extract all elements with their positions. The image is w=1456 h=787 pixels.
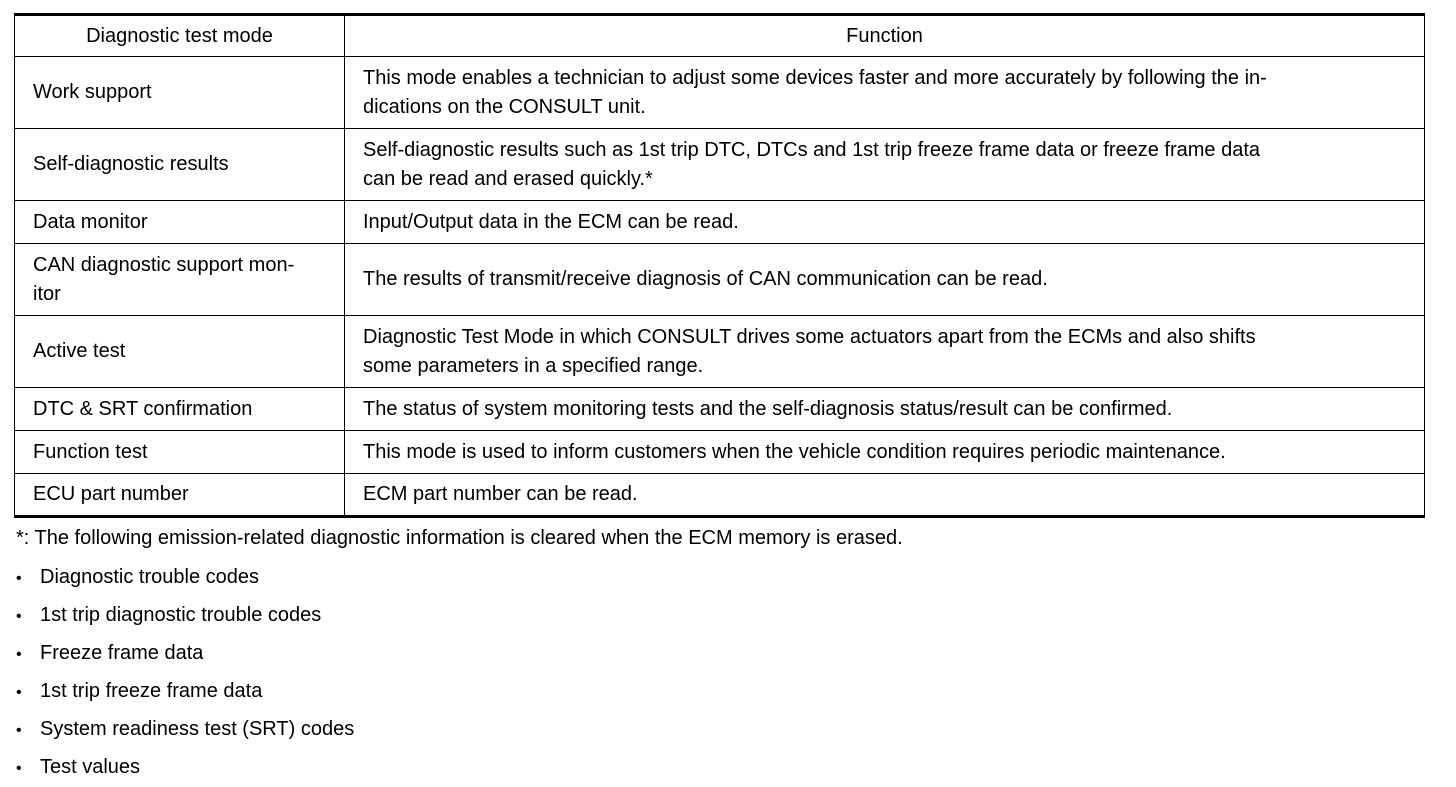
function-text-line: The results of transmit/receive diagnosis of CAN communication can be read. xyxy=(363,268,1048,290)
table-row xyxy=(15,129,1425,201)
mode-cell: ECU part number xyxy=(15,474,345,517)
function-cell xyxy=(345,57,1425,129)
function-cell xyxy=(345,129,1425,201)
mode-cell: Work support xyxy=(15,57,345,129)
mode-cell: Function test xyxy=(15,431,345,474)
function-cell xyxy=(345,474,1425,517)
bullet-icon: • xyxy=(16,760,22,777)
list-item xyxy=(16,711,354,749)
list-item-text: Freeze frame data xyxy=(40,642,204,664)
diagnostic-mode-table xyxy=(14,13,1425,518)
function-text-line: Diagnostic Test Mode in which CONSULT drives some actuators apart from the ECMs and also shifts xyxy=(363,325,1256,348)
bullet-icon: • xyxy=(16,570,22,587)
list-item xyxy=(16,673,354,711)
function-text-line: ECM part number can be read. xyxy=(363,483,638,505)
list-item xyxy=(16,597,354,635)
function-cell xyxy=(345,316,1425,388)
list-item xyxy=(16,559,354,597)
function-text-line: some parameters in a specified range. xyxy=(363,354,704,377)
list-item-text: Diagnostic trouble codes xyxy=(40,566,260,588)
table-row xyxy=(15,316,1425,388)
function-cell xyxy=(345,388,1425,431)
mode-cell xyxy=(15,244,345,316)
mode-cell: DTC & SRT confirmation xyxy=(15,388,345,431)
table-row xyxy=(15,201,1425,244)
bullet-icon: • xyxy=(16,722,22,739)
table-row xyxy=(15,57,1425,129)
mode-cell: Self-diagnostic results xyxy=(15,129,345,201)
cleared-info-list xyxy=(16,559,354,787)
function-text-line: dications on the CONSULT unit. xyxy=(363,95,646,118)
mode-cell: Active test xyxy=(15,316,345,388)
list-item xyxy=(16,635,354,673)
function-text-line: The status of system monitoring tests and the self-diagnosis status/result can be confirmed. xyxy=(363,397,1173,420)
list-item-text: 1st trip diagnostic trouble codes xyxy=(40,604,322,626)
function-text-line: Input/Output data in the ECM can be read. xyxy=(363,210,739,233)
list-item xyxy=(16,749,354,787)
function-text-line: can be read and erased quickly.* xyxy=(363,167,653,190)
list-item-text: 1st trip freeze frame data xyxy=(40,680,263,702)
function-cell xyxy=(345,244,1425,316)
table-row xyxy=(15,474,1425,517)
function-text-line: Self-diagnostic results such as 1st trip DTC, DTCs and 1st trip freeze frame data or freeze frame data xyxy=(363,138,1261,161)
bullet-icon: • xyxy=(16,684,22,701)
header-function: Function xyxy=(345,15,1425,57)
mode-text-line: CAN diagnostic support mon- xyxy=(33,253,295,276)
bullet-icon: • xyxy=(16,646,22,663)
mode-text-line: itor xyxy=(33,282,61,305)
table-row xyxy=(15,388,1425,431)
table-header-row xyxy=(15,15,1425,57)
table-row xyxy=(15,244,1425,316)
header-diagnostic-test-mode: Diagnostic test mode xyxy=(15,15,345,57)
function-cell xyxy=(345,431,1425,474)
footnote: *: The following emission-related diagnostic information is cleared when the ECM memory is erased. xyxy=(16,527,903,549)
function-cell xyxy=(345,201,1425,244)
list-item-text: System readiness test (SRT) codes xyxy=(40,718,355,740)
mode-cell: Data monitor xyxy=(15,201,345,244)
function-text-line: This mode enables a technician to adjust some devices faster and more accurately by following the in- xyxy=(363,66,1267,89)
list-item-text: Test values xyxy=(40,756,141,778)
table-row xyxy=(15,431,1425,474)
bullet-icon: • xyxy=(16,608,22,625)
function-text-line: This mode is used to inform customers when the vehicle condition requires periodic maintenance. xyxy=(363,440,1226,463)
